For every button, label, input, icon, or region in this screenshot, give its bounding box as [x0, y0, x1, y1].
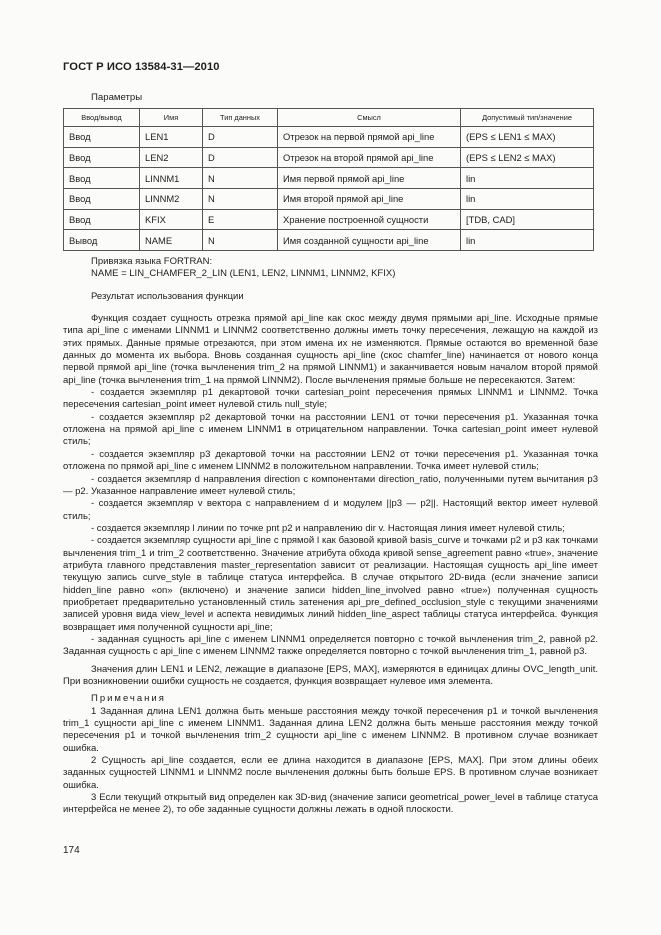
body-paragraph: - создается экземпляр p2 декартовой точки на расстоянии LEN1 от точки пересечения p1. Указанная точка отложена на прямой api_line с именем LINNM1 в отрицательном направлении. Точка cartesian_point имеет нулевой стиль; [63, 411, 598, 448]
table-row [64, 168, 594, 189]
table-cell: Хранение построенной сущности [278, 209, 461, 230]
table-header-row [64, 109, 594, 127]
body-paragraph: - создается экземпляр сущности api_line с прямой l как базовой кривой basis_curve и точками p2 и p3 как точками вычленения trim_1 и trim_2 соответственно. Значение атрибута обхода кривой sense_agreement равно «true», значение атрибута главного представления master_representation зависит от реализации. Настоящая сущность api_line имеет текущую запись curve_style в таблице статуса интерфейса. В случае открытого 2D-вида (если значение записи hidden_line равно «on» (включено) и значение записи hidden_line_involved равно «true») полученная сущность приобретает предварительно установленный стиль затенения api_pre_defined_occlusion_style с текущими значениями записей уровня вида view_level и аспекта невидимых линий hidden_line_aspect таблицы статуса интерфейса. Функция возвращает имя полученной сущности api_line; [63, 535, 598, 633]
fortran-call: NAME = LIN_CHAMFER_2_LIN (LEN1, LEN2, LINNM1, LINNM2, KFIX) [91, 268, 396, 280]
body-paragraph: - создается экземпляр v вектора с направлением d и модулем ||p3 — p2||. Настоящий вектор имеет нулевой стиль; [63, 498, 598, 522]
fortran-label: Привязка языка FORTRAN: [91, 256, 213, 267]
table-cell: lin [461, 168, 594, 189]
table-cell: [TDB, CAD] [461, 209, 594, 230]
parameters-table [63, 108, 594, 251]
column-header: Имя [140, 109, 203, 127]
column-header: Смысл [278, 109, 461, 127]
table-cell: Ввод [64, 189, 140, 210]
column-header: Допустимый тип/значение [461, 109, 594, 127]
table-cell: E [203, 209, 278, 230]
table-row [64, 230, 594, 251]
table-cell: Ввод [64, 168, 140, 189]
table-cell: NAME [140, 230, 203, 251]
body-paragraph: - создается экземпляр d направления direction с компонентами direction_ratio, полученными путем вычитания p3 — p2. Указанное направление имеет нулевой стиль; [63, 473, 598, 497]
document-header: ГОСТ Р ИСО 13584-31—2010 [63, 61, 220, 73]
parameters-label: Параметры [91, 92, 143, 103]
body-paragraph: Значения длин LEN1 и LEN2, лежащие в диапазоне [EPS, MAX], измеряются в единицах длины OVC_length_unit. При возникновении ошибки сущность не создается, функция возвращает нулевое имя элемента. [63, 663, 598, 687]
table-cell: D [203, 127, 278, 148]
table-row [64, 127, 594, 148]
notes-heading: Примечания [91, 693, 166, 705]
table-row [64, 147, 594, 168]
body-paragraph: - создается экземпляр l линии по точке pnt p2 и направлению dir v. Настоящая линия имеет нулевой стиль; [91, 522, 565, 534]
table-cell: lin [461, 230, 594, 251]
document-body [63, 256, 598, 817]
table-cell: N [203, 230, 278, 251]
table-cell: Имя первой прямой api_line [278, 168, 461, 189]
table-cell: Имя второй прямой api_line [278, 189, 461, 210]
body-paragraph: Функция создает сущность отрезка прямой api_line как скос между двумя прямыми api_line. Исходные прямые типа api_line с именами LINNM1 и LINNM2 соответственно должны иметь точку пересечения, лежащую на каждой из этих прямых. Данные прямые отрезаются, при этом имена их не изменяются. Прямые остаются во временной базе данных до момента их выбора. Вновь созданная сущность api_line (скос chamfer_line) начинается от нового конца первой прямой api_line (точка вычленения trim_2 на прямой LINNM1) и заканчивается новым началом второй прямой api_line (точка вычленения trim_1 на прямой LINNM2). После вычленения прямые больше не пересекаются. Затем: [63, 313, 598, 386]
table-cell: Ввод [64, 127, 140, 148]
table-cell: LEN1 [140, 127, 203, 148]
result-heading: Результат использования функции [91, 290, 244, 302]
table-cell: Отрезок на второй прямой api_line [278, 147, 461, 168]
table-cell: LINNM1 [140, 168, 203, 189]
note-item: 3 Если текущий открытый вид определен как 3D-вид (значение записи geometrical_power_level в таблице статуса интерфейса не менее 2), то обе заданные сущности должны лежать в одной плоскости. [63, 792, 598, 816]
table-cell: (EPS ≤ LEN1 ≤ MAX) [461, 127, 594, 148]
table-cell: D [203, 147, 278, 168]
table-cell: Отрезок на первой прямой api_line [278, 127, 461, 148]
table-cell: LEN2 [140, 147, 203, 168]
note-item: 2 Сущность api_line создается, если ее длина находится в диапазоне [EPS, MAX]. При этом длины обеих заданных сущностей LINNM1 и LINNM2 после вычленения должны быть больше EPS. В противном случае возникает ошибка. [63, 755, 598, 791]
table-cell: KFIX [140, 209, 203, 230]
table-row [64, 189, 594, 210]
column-header: Ввод/вывод [64, 109, 140, 127]
table-cell: LINNM2 [140, 189, 203, 210]
body-paragraph: - заданная сущность api_line с именем LINNM1 определяется повторно с точкой вычленения trim_2, равной p2. Заданная сущность с api_line с именем LINNM2 также определяется повторно с точкой вычленения trim_1, равной p3. [63, 633, 598, 658]
table-cell: (EPS ≤ LEN2 ≤ MAX) [461, 147, 594, 168]
body-paragraph: - создается экземпляр p3 декартовой точки на расстоянии LEN2 от точки пересечения p1. Указанная точка отложена по прямой api_line с именем LINNM2 в положительном направлении. Точка имеет нулевой стиль; [63, 448, 598, 473]
table-row [64, 209, 594, 230]
column-header: Тип данных [203, 109, 278, 127]
table-cell: Ввод [64, 209, 140, 230]
table-cell: lin [461, 189, 594, 210]
table-cell: N [203, 168, 278, 189]
table-cell: Ввод [64, 147, 140, 168]
table-cell: N [203, 189, 278, 210]
table-cell: Имя созданной сущности api_line [278, 230, 461, 251]
table-cell: Вывод [64, 230, 140, 251]
page-number: 174 [63, 845, 80, 856]
note-item: 1 Заданная длина LEN1 должна быть меньше расстояния между точкой пересечения p1 и точкой вычленения trim_1 сущности api_line с именем LINNM1. Заданная длина LEN2 должна быть меньше расстояния между точкой пересечения p1 и точкой вычленения trim_2 сущности api_line с именем LINNM2. В противном случае возникает ошибка. [63, 705, 598, 754]
body-paragraph: - создается экземпляр p1 декартовой точки cartesian_point пересечения прямых LINNM1 и LINNM2. Точка пересечения cartesian_point имеет нулевой стиль null_style; [63, 387, 598, 411]
